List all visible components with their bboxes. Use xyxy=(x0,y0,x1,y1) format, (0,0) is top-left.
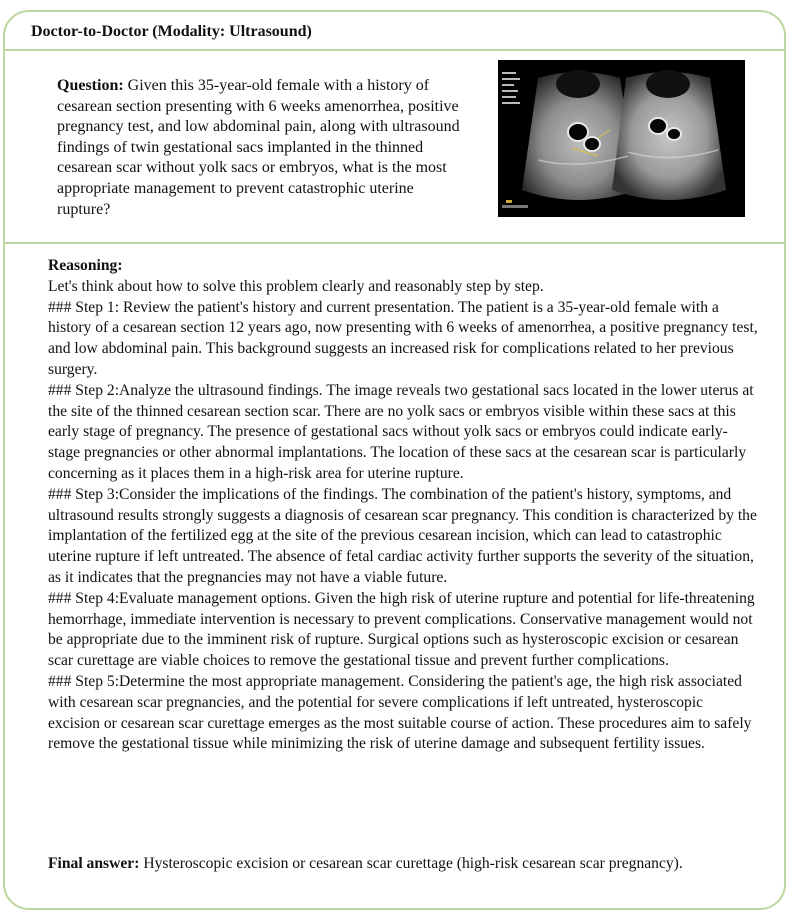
ultrasound-image xyxy=(498,60,745,217)
reasoning-intro: Let's think about how to solve this problem clearly and reasonably step by step. xyxy=(48,277,544,295)
reasoning-step-3: ### Step 3:Consider the implications of the findings. The combination of the patient's history, symptoms, and ultrasound results strongly suggests a diagnosis of cesarean scar pregnancy. This condition is characterized by the implantation of the fertilized egg at the site of the previous cesarean incision, which can lead to catastrophic uterine rupture if left untreated. The absence of fetal cardiac activity further supports the severity of the situation, as it indicates that the pregnancies may not have a viable future. xyxy=(48,485,757,586)
question-label: Question: xyxy=(57,77,124,94)
section-divider xyxy=(5,242,784,244)
reasoning-label: Reasoning: xyxy=(48,257,123,274)
final-answer xyxy=(48,854,768,875)
reasoning-step-5: ### Step 5:Determine the most appropriate management. Considering the patient's age, the high risk associated with cesarean scar pregnancies, and the potential for severe complications if left untreated, hysteroscopic excision or cesarean scar curettage emerges as the most suitable course of action. These procedures aim to safely remove the gestational tissue while minimizing the risk of uterine damage and subsequent fertility issues. xyxy=(48,672,752,753)
reasoning-step-2: ### Step 2:Analyze the ultrasound findings. The image reveals two gestational sacs located in the lower uterus at the site of the thinned cesarean section scar. There are no yolk sacs or embryos visible within these sacs at this early stage of pregnancy. The presence of gestational sacs without yolk sacs or embryos could indicate early-stage pregnancies or other abnormal implantations. The location of these sacs at the cesarean scar is particularly concerning as it places them in a high-risk area for uterine rupture. xyxy=(48,381,754,482)
reasoning-step-4: ### Step 4:Evaluate management options. Given the high risk of uterine rupture and potential for life-threatening hemorrhage, immediate intervention is necessary to prevent complications. Conservative management would not be appropriate due to the imminent risk of rupture. Surgical options such as hysteroscopic excision or cesarean scar curettage are viable choices to remove the gestational tissue and prevent further complications. xyxy=(48,589,755,670)
question-block xyxy=(57,76,467,220)
card-title: Doctor-to-Doctor (Modality: Ultrasound) xyxy=(31,23,312,40)
reasoning-step-1: ### Step 1: Review the patient's history and current presentation. The patient is a 35-year-old female with a history of a cesarean section 12 years ago, now presenting with 6 weeks of amenorrhea, a positive pregnancy test, and low abdominal pain. This background suggests an increased risk for complications related to her previous surgery. xyxy=(48,298,758,378)
question-text: Given this 35-year-old female with a history of cesarean section presenting with 6 weeks amenorrhea, positive pregnancy test, and low abdominal pain, along with ultrasound findings of twin gestational sacs implanted in the thinned cesarean scar without yolk sacs or embryos, what is the most appropriate management to prevent catastrophic uterine rupture? xyxy=(57,77,460,218)
final-answer-text: Hysteroscopic excision or cesarean scar curettage (high-risk cesarean scar pregnancy). xyxy=(143,855,683,872)
reasoning-block xyxy=(48,256,758,755)
header-divider xyxy=(5,49,784,51)
qa-card xyxy=(3,10,786,910)
final-answer-label: Final answer: xyxy=(48,855,140,872)
